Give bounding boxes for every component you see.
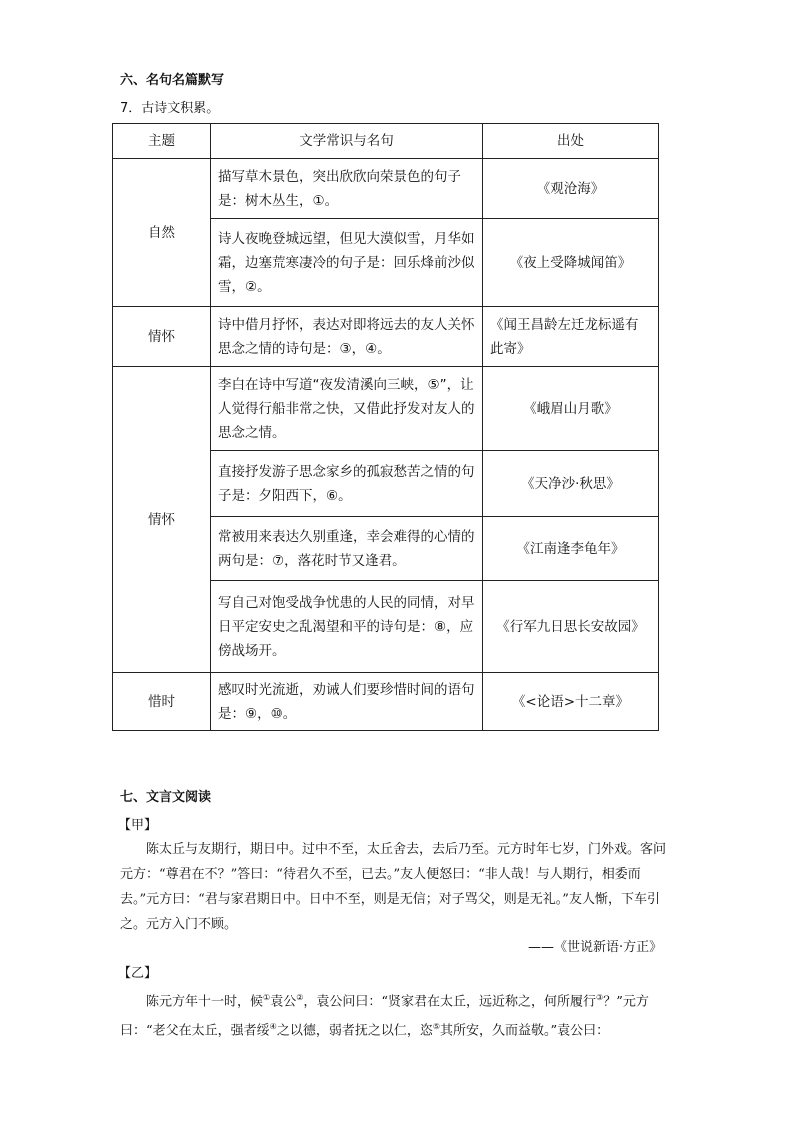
table-row [113, 673, 659, 731]
footnote-marker: ① [263, 993, 271, 1002]
content-cell: 诗中借月抒怀，表达对即将远去的友人关怀思念之情的诗句是：③，④。 [211, 307, 483, 367]
source-cell: 《峨眉山月歌》 [483, 367, 659, 451]
passage-yi-text [120, 985, 668, 1044]
content-cell: 感叹时光流逝，劝诫人们要珍惜时间的语句是：⑨，⑩。 [211, 673, 483, 731]
source-cell: 《<论语>十二章》 [483, 673, 659, 731]
theme-cell: 自然 [113, 159, 211, 307]
table-header-row [113, 124, 659, 159]
passage-jia-label: 【甲】 [118, 818, 158, 833]
footnote-marker: ③ [596, 993, 604, 1002]
passage-yi-label: 【乙】 [118, 966, 158, 981]
table-row [113, 307, 659, 367]
passage-jia-text: 陈太丘与友期行，期日中。过中不至，太丘舍去，去后乃至。元方时年七岁，门外戏。客问元方：“尊君在不？”答曰：“待君久不至，已去。”友人便怒曰：“非人哉！与人期行，相委而去。”元方曰：“君与家君期日中。日中不至，则是无信；对子骂父，则是无礼。”友人惭，下车引之。元方入门不顾。 [120, 842, 667, 932]
footnote-marker: ④ [269, 1022, 277, 1032]
content-cell: 描写草木景色，突出欣欣向荣景色的句子是：树木丛生，①。 [211, 159, 483, 219]
question-7: 7．古诗文积累。 [120, 101, 220, 116]
footnote-marker: ② [296, 993, 304, 1002]
yi-text-segment: 其所安，久而益敬。”袁公曰： [440, 1023, 610, 1039]
yi-text-segment: 袁公 [270, 994, 297, 1010]
passage-jia-source: ——《世说新语·方正》 [528, 940, 663, 955]
header-theme: 主题 [113, 124, 211, 159]
content-cell: 常被用来表达久别重逢，幸会难得的心情的两句是：⑦，落花时节又逢君。 [211, 517, 483, 581]
footnote-marker: ⑤ [432, 1022, 441, 1032]
header-source: 出处 [483, 124, 659, 159]
content-cell: 直接抒发游子思念家乡的孤寂愁苦之情的句子是：夕阳西下，⑥。 [211, 451, 483, 517]
yi-text-segment: ，袁公问曰：“贤家君在太丘，远近称之，何所履行 [303, 994, 597, 1010]
theme-cell: 惜时 [113, 673, 211, 731]
source-cell: 《天净沙·秋思》 [483, 451, 659, 517]
header-content: 文学常识与名句 [211, 124, 483, 159]
table-row [113, 367, 659, 451]
section6-title: 六、名句名篇默写 [120, 73, 225, 88]
yi-text-segment: 之以德，弱者抚之以仁，恣 [276, 1023, 433, 1039]
source-cell: 《闻王昌龄左迁龙标遥有此寄》 [483, 307, 659, 367]
poem-table [112, 123, 659, 731]
theme-cell: 情怀 [113, 307, 211, 367]
source-cell: 《夜上受降城闻笛》 [483, 219, 659, 307]
yi-text-segment: 陈元方年十一时，候 [146, 994, 264, 1010]
content-cell: 李白在诗中写道“夜发清溪向三峡，⑤”，让人觉得行船非常之快，又借此抒发对友人的思念之情。 [211, 367, 483, 451]
theme-cell: 情怀 [113, 367, 211, 673]
table-row [113, 159, 659, 219]
section7-title: 七、文言文阅读 [120, 790, 212, 805]
source-cell: 《观沧海》 [483, 159, 659, 219]
source-cell: 《江南逢李龟年》 [483, 517, 659, 581]
source-cell: 《行军九日思长安故园》 [483, 581, 659, 673]
content-cell: 写自己对饱受战争忧患的人民的同情，对早日平定安史之乱渴望和平的诗句是：⑧，应傍战场开。 [211, 581, 483, 673]
yi-text-segment: ？”元方曰：“老父在太丘，强者绥 [120, 994, 649, 1039]
content-cell: 诗人夜晚登城远望，但见大漠似雪，月华如霜，边塞荒寒凄冷的句子是：回乐烽前沙似雪，②。 [211, 219, 483, 307]
